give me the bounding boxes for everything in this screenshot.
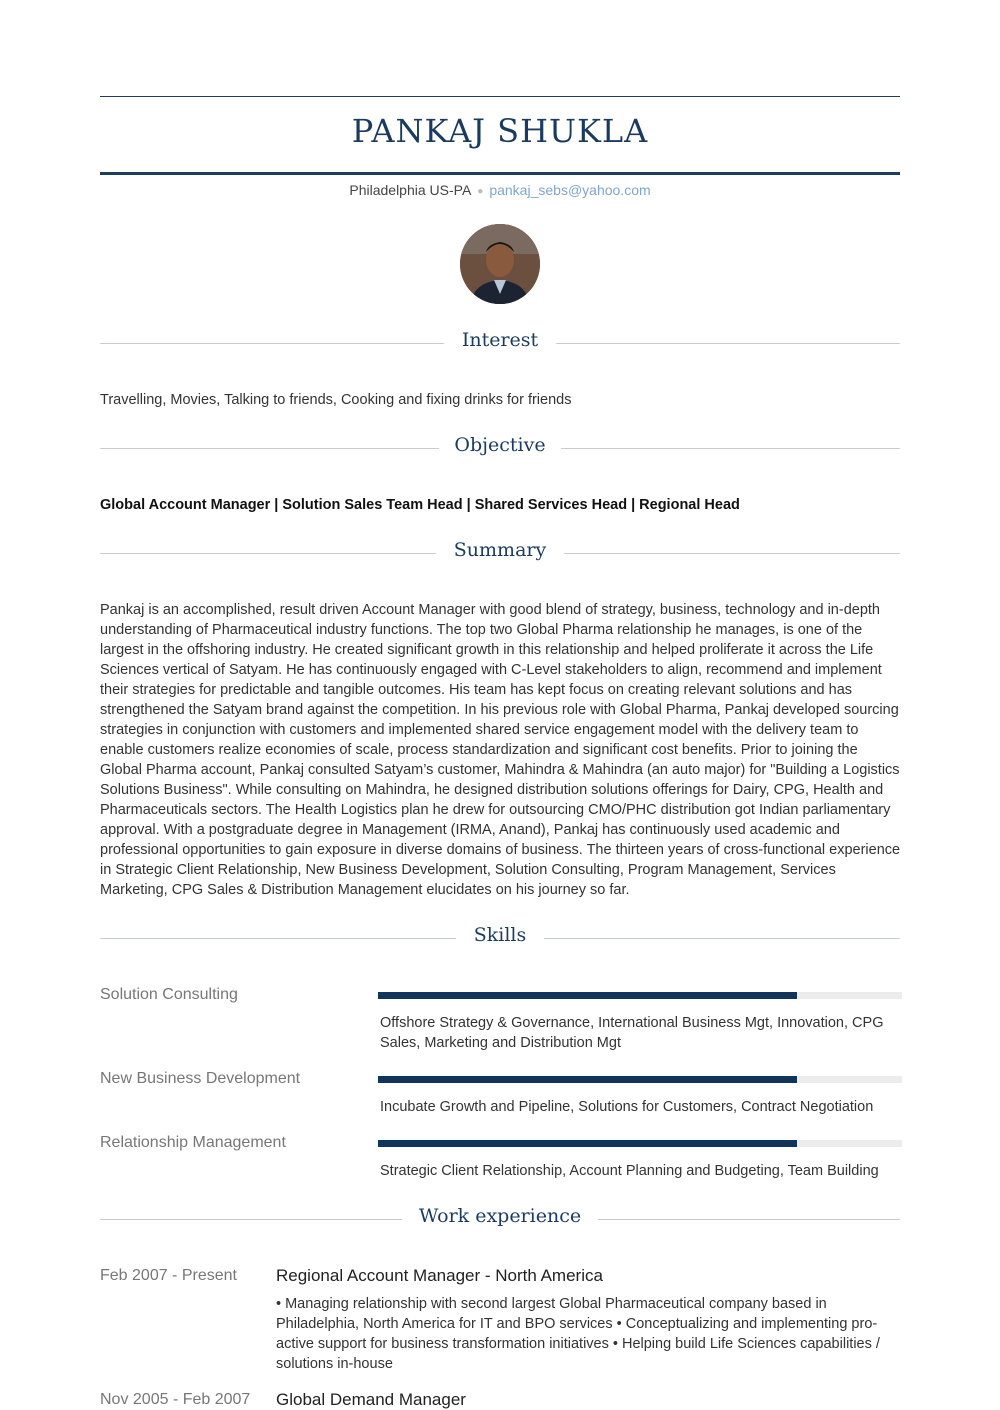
job-date: Nov 2005 - Feb 2007 bbox=[100, 1391, 251, 1408]
summary-title: Summary bbox=[453, 539, 547, 561]
skill-bar bbox=[378, 1140, 902, 1147]
email-link[interactable]: pankaj_sebs@yahoo.com bbox=[489, 182, 651, 198]
summary-header bbox=[100, 539, 900, 569]
skill-name: Relationship Management bbox=[100, 1134, 286, 1151]
skill-bar-fill bbox=[378, 1076, 797, 1083]
candidate-name: PANKAJ SHUKLA bbox=[351, 112, 649, 150]
skill-bar-fill bbox=[378, 1140, 797, 1147]
skills-header bbox=[100, 924, 900, 954]
objective-title: Objective bbox=[454, 434, 546, 456]
interest-title: Interest bbox=[461, 329, 539, 351]
skill-desc: Incubate Growth and Pipeline, Solutions for Customers, Contract Negotiation bbox=[380, 1099, 874, 1115]
job-title: Regional Account Manager - North America bbox=[276, 1266, 603, 1285]
name-rule bbox=[100, 172, 900, 175]
avatar bbox=[460, 224, 540, 304]
skill-bar bbox=[378, 1076, 902, 1083]
job-desc: • Managing relationship with second largest Global Pharmaceutical company based in Philadelphia, North America for IT and BPO services • Conceptualizing and implementing pro-active support for business transformation initiatives • Helping build Life Sciences capabilities / solutions in-house bbox=[276, 1296, 880, 1372]
contact-line bbox=[100, 182, 900, 198]
profile-photo bbox=[460, 224, 540, 304]
skills-title: Skills bbox=[473, 924, 527, 946]
location: Philadelphia US-PA bbox=[349, 182, 472, 198]
top-rule bbox=[100, 96, 900, 97]
interest-text: Travelling, Movies, Talking to friends, Cooking and fixing drinks for friends bbox=[100, 392, 572, 408]
skill-bar-fill bbox=[378, 992, 797, 999]
summary-text: Pankaj is an accomplished, result driven Account Manager with good blend of strategy, business, technology and in-depth understanding of Pharmaceutical industry functions. The top two Global Pharma relationship he manages, is one of the largest in the offshoring industry. He created significant growth in this relationship and helped proliferate it across the Life Sciences vertical of Satyam. He has continuously engaged with C-Level stakeholders to align, recommend and implement their strategies for predictable and tangible outcomes. His team has kept focus on creating relevant solutions and has strengthened the Satyam brand against the competition. In his previous role with Global Pharma, Pankaj developed sourcing strategies in conjunction with customers and implemented shared service engagement model with the delivery team to enable customers realize economies of scale, process standardization and significant cost benefits. Prior to joining the Global Pharma account, Pankaj consulted Satyam’s customer, Mahindra & Mahindra (an auto major) for "Building a Logistics Solutions Business". While consulting on Mahindra, he designed distribution solutions offerings for Dairy, CPG, Health and Pharmaceuticals sectors. The Health Logistics plan he drew for outsourcing CMO/PHC distribution got Indian parliamentary approval. With a postgraduate degree in Management (IRMA, Anand), Pankaj has continuously used academic and professional opportunities to gain exposure in diverse domains of business. The thirteen years of cross-functional experience in Strategic Client Relationship, New Business Development, Solution Consulting, Program Management, Services Marketing, CPG Sales & Distribution Management elucidates on his journey so far. bbox=[100, 602, 901, 898]
objective-header bbox=[100, 434, 900, 464]
work-header bbox=[100, 1205, 900, 1235]
bullet-icon: ● bbox=[477, 185, 484, 197]
skill-name: New Business Development bbox=[100, 1070, 301, 1087]
skill-bar bbox=[378, 992, 902, 999]
work-title: Work experience bbox=[418, 1205, 582, 1227]
interest-header bbox=[100, 329, 900, 359]
objective-text: Global Account Manager | Solution Sales Team Head | Shared Services Head | Regional Head bbox=[100, 497, 740, 513]
skill-desc: Strategic Client Relationship, Account Planning and Budgeting, Team Building bbox=[380, 1163, 879, 1179]
skill-desc: Offshore Strategy & Governance, International Business Mgt, Innovation, CPG Sales, Marketing and Distribution Mgt bbox=[380, 1015, 884, 1051]
job-date: Feb 2007 - Present bbox=[100, 1267, 237, 1284]
skill-name: Solution Consulting bbox=[100, 986, 238, 1003]
job-title: Global Demand Manager bbox=[276, 1390, 466, 1409]
